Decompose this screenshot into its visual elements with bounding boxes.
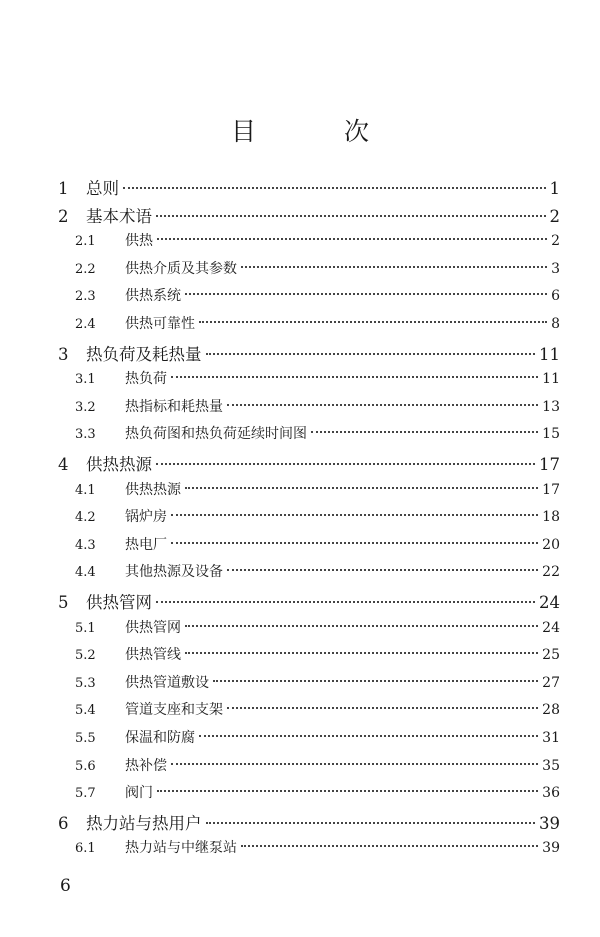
toc-entry-label: 热负荷及耗热量 [86, 344, 202, 364]
toc-entry-label: 热力站与热用户 [86, 813, 202, 833]
toc-chapter-entry [58, 341, 560, 369]
toc-section-entry [58, 837, 560, 865]
toc-dot-leader [311, 431, 538, 433]
toc-entry-page: 24 [542, 619, 560, 636]
toc-entry-page: 11 [539, 344, 560, 364]
toc-entry-page: 39 [539, 813, 560, 833]
toc-dot-leader [171, 763, 538, 765]
toc-entry-page: 39 [542, 840, 560, 857]
toc-entry-page: 24 [539, 593, 560, 612]
toc-dot-leader [227, 569, 538, 571]
toc-chapter-entry [58, 175, 560, 203]
toc-entry-number: 6 [58, 813, 69, 833]
toc-entry-label: 供热热源 [125, 481, 181, 498]
toc-dot-leader [171, 376, 538, 378]
toc-entry-label: 其他热源及设备 [125, 564, 223, 581]
toc-chapter-entry [58, 451, 560, 479]
toc-section-entry [58, 230, 560, 258]
toc-section-entry [58, 285, 560, 313]
toc-section-entry [58, 396, 560, 424]
toc-section-entry [58, 782, 560, 810]
toc-entry-number: 3.1 [75, 372, 96, 388]
toc-entry-page: 17 [539, 455, 560, 474]
toc-entry-page: 17 [542, 481, 560, 498]
toc-entry-number: 5.7 [75, 786, 96, 802]
toc-entry-label: 供热 [125, 233, 153, 250]
toc-entry-number: 6.1 [75, 841, 96, 857]
toc-section-entry [58, 699, 560, 727]
toc-entry-page: 3 [551, 260, 560, 277]
toc-entry-label: 供热热源 [86, 455, 152, 474]
toc-dot-leader [199, 321, 547, 323]
toc-entry-label: 热力站与中继泵站 [125, 840, 237, 857]
toc-entry-number: 5.6 [75, 758, 96, 774]
toc-entry-number: 4 [58, 455, 69, 474]
toc-section-entry [58, 506, 560, 534]
toc-entry-page: 22 [542, 564, 560, 581]
toc-entry-label: 供热管网 [86, 593, 152, 612]
toc-entry-page: 36 [542, 785, 560, 802]
toc-dot-leader [206, 822, 536, 824]
toc-entry-number: 5.1 [75, 620, 96, 636]
toc-dot-leader [157, 790, 538, 792]
toc-entry-page: 25 [542, 647, 560, 664]
toc-entry-page: 1 [549, 179, 560, 198]
toc-entry-label: 锅炉房 [125, 509, 167, 526]
toc-dot-leader [206, 353, 536, 355]
toc-dot-leader [185, 625, 538, 627]
toc-section-entry [58, 313, 560, 341]
toc-dot-leader [185, 487, 538, 489]
toc-dot-leader [171, 542, 538, 544]
toc-entry-label: 供热管线 [125, 647, 181, 664]
toc-entry-page: 2 [551, 233, 560, 250]
toc-section-entry [58, 727, 560, 755]
toc-entry-number: 4.2 [75, 510, 96, 526]
toc-section-entry [58, 423, 560, 451]
toc-entry-number: 2.4 [75, 317, 96, 332]
toc-entry-page: 15 [542, 426, 560, 443]
toc-section-entry [58, 534, 560, 562]
toc-dot-leader [123, 187, 546, 189]
toc-entry-label: 管道支座和支架 [125, 702, 223, 719]
toc-entry-number: 5.2 [75, 648, 96, 664]
toc-dot-leader [156, 215, 546, 217]
toc-entry-number: 5.4 [75, 703, 96, 719]
toc-entry-number: 2.3 [75, 289, 96, 305]
toc-entry-label: 热指标和耗热量 [125, 398, 223, 415]
toc-entry-page: 31 [542, 730, 560, 746]
toc-entry-page: 11 [542, 371, 560, 388]
toc-section-entry [58, 617, 560, 645]
toc-section-entry [58, 644, 560, 672]
toc-entry-page: 35 [542, 757, 560, 774]
toc-entry-page: 6 [551, 288, 560, 305]
toc-dot-leader [185, 652, 538, 654]
toc-entry-number: 2.1 [75, 234, 96, 250]
toc-section-entry [58, 672, 560, 700]
toc-entry-label: 总则 [86, 179, 119, 198]
toc-entry-number: 1 [58, 179, 69, 198]
toc-entry-number: 3 [58, 344, 69, 364]
toc-dot-leader [227, 707, 538, 709]
toc-chapter-entry [58, 810, 560, 838]
toc-entry-label: 热补偿 [125, 757, 167, 774]
toc-dot-leader [157, 238, 547, 240]
toc-chapter-entry [58, 203, 560, 231]
toc-dot-leader [199, 735, 538, 737]
toc-section-entry [58, 479, 560, 507]
toc-entry-number: 3.2 [75, 399, 96, 415]
page-number: 6 [60, 876, 71, 896]
toc-entry-label: 阀门 [125, 785, 153, 802]
toc-entry-page: 20 [542, 536, 560, 553]
toc-dot-leader [185, 293, 547, 295]
toc-entry-label: 热负荷图和热负荷延续时间图 [125, 426, 307, 443]
toc-dot-leader [213, 680, 538, 682]
toc-dot-leader [241, 845, 538, 847]
toc-entry-number: 5.3 [75, 675, 96, 691]
toc-section-entry [58, 561, 560, 589]
toc-entry-label: 供热介质及其参数 [125, 260, 237, 277]
toc-entry-label: 热电厂 [125, 536, 167, 553]
toc-chapter-entry [58, 589, 560, 617]
toc-section-entry [58, 368, 560, 396]
page-title: 目 次 [231, 117, 409, 146]
toc-entry-label: 热负荷 [125, 371, 167, 388]
toc-entry-number: 4.3 [75, 537, 96, 553]
toc-section-entry [58, 258, 560, 286]
toc-entry-label: 供热系统 [125, 288, 181, 305]
toc-entry-number: 5.5 [75, 731, 96, 746]
toc-entry-number: 4.1 [75, 482, 96, 498]
toc-entry-page: 2 [549, 206, 560, 226]
toc-dot-leader [241, 266, 547, 268]
toc-entry-label: 供热可靠性 [125, 316, 195, 332]
toc-dot-leader [156, 463, 535, 465]
toc-entry-page: 28 [542, 702, 560, 719]
toc-entry-label: 供热管道敷设 [125, 674, 209, 691]
toc-entry-number: 4.4 [75, 565, 96, 581]
toc-entry-label: 保温和防腐 [125, 730, 195, 746]
toc-entry-label: 基本术语 [86, 206, 152, 226]
toc-entry-page: 27 [542, 674, 560, 691]
toc-dot-leader [227, 404, 538, 406]
toc-section-entry [58, 755, 560, 783]
toc-entry-number: 2.2 [75, 261, 96, 277]
toc-entry-page: 8 [551, 316, 560, 332]
toc-entry-page: 18 [542, 509, 560, 526]
toc-entry-number: 3.3 [75, 427, 96, 443]
toc-dot-leader [171, 514, 538, 516]
toc-entry-number: 5 [58, 593, 69, 612]
toc-entry-number: 2 [58, 206, 69, 226]
toc-dot-leader [156, 601, 535, 603]
toc-entry-page: 13 [542, 398, 560, 415]
toc-entry-label: 供热管网 [125, 619, 181, 636]
